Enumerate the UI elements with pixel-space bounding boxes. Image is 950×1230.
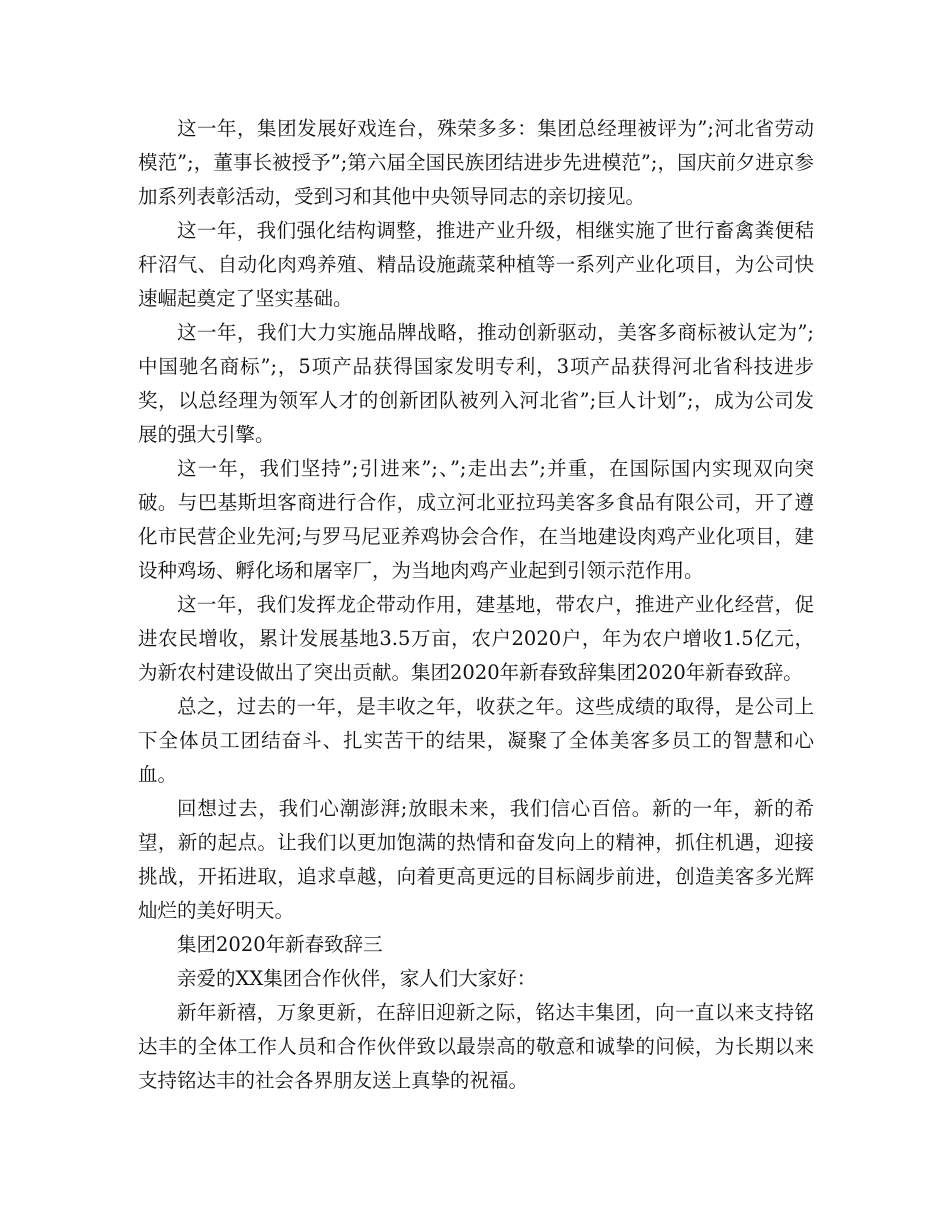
paragraph-outlook: 回想过去，我们心潮澎湃;放眼未来，我们信心百倍。新的一年，新的希望，新的起点。让我们以更加饱满的热情和奋发向上的精神，抓住机遇，迎接挑战，开拓进取，追求卓越，向着更高更远的目标阔步前进，创造美客多光辉灿烂的美好明天。 [138,797,814,922]
document-body [138,112,814,1098]
paragraph-brand-strategy: 这一年，我们大力实施品牌战略，推动创新驱动，美客多商标被认定为”;中国驰名商标”;，5项产品获得国家发明专利，3项产品获得河北省科技进步奖，以总经理为领军人才的创新团队被列入河北省”;巨人计划”;，成为公司发展的强大引擎。 [138,321,814,446]
paragraph-international-cooperation: 这一年，我们坚持”;引进来”;、”;走出去”;并重，在国际国内实现双向突破。与巴基斯坦客商进行合作，成立河北亚拉玛美客多食品有限公司，开了遵化市民营企业先河;与罗马尼亚养鸡协会合作，在当地建设肉鸡产业化项目，建设种鸡场、孵化场和屠宰厂，为当地肉鸡产业起到引领示范作用。 [138,457,814,582]
section-heading-speech-three: 集团2020年新春致辞三 [177,933,383,956]
paragraph-structure-adjustment: 这一年，我们强化结构调整，推进产业升级，相继实施了世行畜禽粪便秸秆沼气、自动化肉鸡养殖、精品设施蔬菜种植等一系列产业化项目，为公司快速崛起奠定了坚实基础。 [138,219,814,310]
salutation: 亲爱的XX集团合作伙伴，家人们大家好： [177,967,537,990]
paragraph-achievements-honors: 这一年，集团发展好戏连台，殊荣多多：集团总经理被评为”;河北省劳动模范”;，董事长被授予”;第六届全国民族团结进步先进模范”;，国庆前夕进京参加系列表彰活动，受到习和其他中央领导同志的亲切接见。 [138,117,814,208]
paragraph-leading-enterprise: 这一年，我们发挥龙企带动作用，建基地，带农户，推进产业化经营，促进农民增收，累计发展基地3.5万亩，农户2020户，年为农户增收1.5亿元，为新农村建设做出了突出贡献。集团2020年新春致辞集团2020年新春致辞。 [138,593,814,684]
paragraph-new-year-greeting: 新年新禧，万象更新，在辞旧迎新之际，铭达丰集团，向一直以来支持铭达丰的全体工作人员和合作伙伴致以最崇高的敬意和诚挚的问候，为长期以来支持铭达丰的社会各界朋友送上真挚的祝福。 [138,1001,814,1092]
paragraph-summary: 总之，过去的一年，是丰收之年，收获之年。这些成绩的取得，是公司上下全体员工团结奋斗、扎实苦干的结果，凝聚了全体美客多员工的智慧和心血。 [138,695,814,786]
